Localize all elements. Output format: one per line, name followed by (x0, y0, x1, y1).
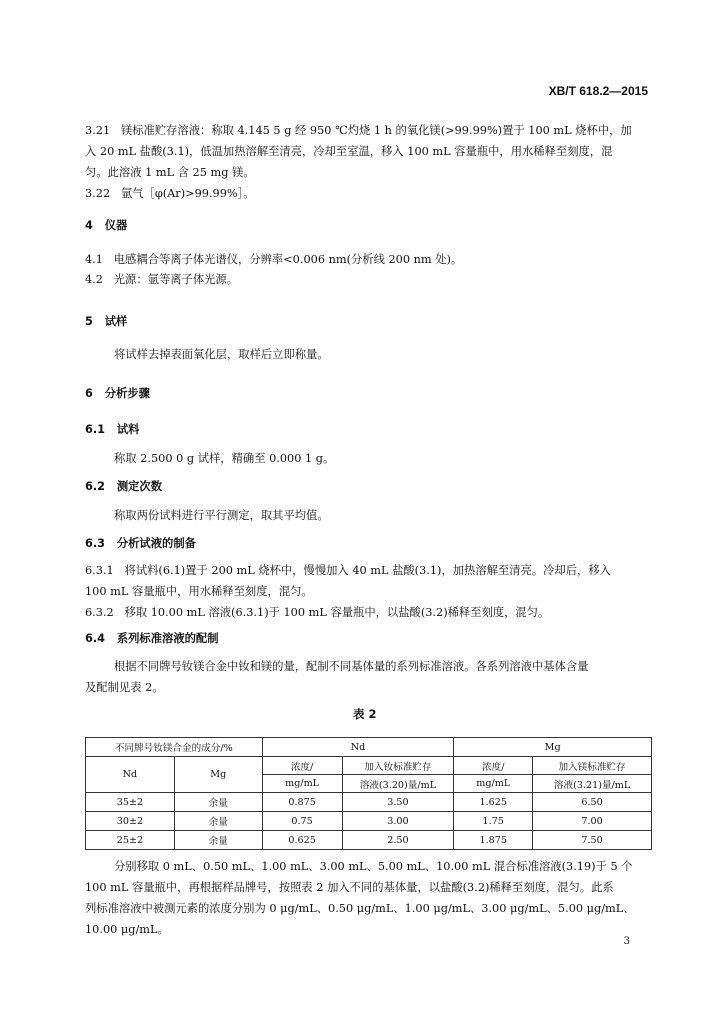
table-subheader-row (86, 757, 652, 775)
header-mg: Mg (454, 738, 652, 757)
cell-mg-conc: 1.625 (454, 793, 533, 812)
section-title: 仪器 (104, 219, 128, 232)
clause-3-21-line3: 匀。此溶液 1 mL 含 25 mg 镁。 (85, 166, 255, 179)
subheader-nd-volume-unit: 溶液(3.20)量/mL (342, 775, 454, 793)
section-number: 6.1 (85, 423, 106, 436)
section-title: 试样 (104, 315, 128, 328)
section-number: 6.3 (85, 537, 106, 550)
table-row (86, 812, 652, 831)
paragraph-after-table-line4: 10.00 μg/mL。 (85, 923, 169, 936)
cell-nd-conc: 0.625 (262, 831, 342, 850)
subheader-nd-volume: 加入钕标准贮存 (342, 757, 454, 775)
table-row (86, 793, 652, 812)
subheader-nd-conc: 浓度/ (262, 757, 342, 775)
header-composition: 不同牌号钕镁合金的成分/% (86, 738, 263, 757)
cell-mg: 余量 (174, 812, 262, 831)
section-4-heading (85, 217, 127, 233)
subsection-6-4-heading (85, 630, 219, 646)
cell-nd-volume: 3.50 (342, 793, 454, 812)
clause-6-3-1-line2: 100 mL 容量瓶中，用水稀释至刻度，混匀。 (85, 585, 313, 598)
cell-nd: 30±2 (86, 812, 175, 831)
table-caption: 表 2 (353, 707, 377, 721)
subheader-nd-conc-unit: mg/mL (262, 775, 342, 793)
subsection-6-1-text: 称取 2.500 0 g 试样，精确至 0.000 1 g。 (114, 452, 335, 465)
paragraph-after-table-line1: 分别移取 0 mL、0.50 mL、1.00 mL、3.00 mL、5.00 mL、10.00 mL 混合标准溶液(3.19)于 5 个 (114, 860, 633, 873)
clause-text: 将试料(6.1)置于 200 mL 烧杯中，慢慢加入 40 mL 盐酸(3.1)，加热溶解至清亮。冷却后，移入 (124, 564, 611, 577)
section-title: 分析步骤 (104, 387, 150, 400)
cell-mg-volume: 7.00 (533, 812, 652, 831)
section-number: 6 (85, 387, 93, 400)
cell-nd-volume: 2.50 (342, 831, 454, 850)
section-title: 测定次数 (116, 480, 163, 493)
paragraph-after-table-line2: 100 mL 容量瓶中，再根据样品牌号，按照表 2 加入不同的基体量，以盐酸(3.2)稀释至刻度，混匀。此系 (85, 881, 614, 894)
clause-text: 电感耦合等离子体光谱仪，分辨率<0.006 nm(分析线 200 nm 处)。 (113, 253, 463, 266)
subsection-6-3-heading (85, 535, 196, 551)
subheader-nd: Nd (86, 757, 175, 793)
table-2 (85, 737, 652, 850)
section-number: 6.4 (85, 632, 106, 645)
page-number: 3 (623, 936, 630, 947)
paragraph-after-table-line3: 列标准溶液中被测元素的浓度分别为 0 μg/mL、0.50 μg/mL、1.00 μg/mL、3.00 μg/mL、5.00 μg/mL、 (85, 902, 635, 915)
subheader-mg-conc: 浓度/ (454, 757, 533, 775)
subheader-mg: Mg (174, 757, 262, 793)
subheader-mg-volume-unit: 溶液(3.21)量/mL (533, 775, 652, 793)
standard-number: XB/T 618.2—2015 (548, 84, 648, 98)
clause-text: 镁标准贮存溶液：称取 4.145 5 g 经 950 ℃灼烧 1 h 的氧化镁(>99.99%)置于 100 mL 烧杯中，加 (120, 124, 632, 137)
section-title: 系列标准溶液的配制 (116, 632, 219, 645)
section-5-text: 将试样去掉表面氧化层，取样后立即称量。 (114, 348, 329, 361)
cell-mg-volume: 7.50 (533, 831, 652, 850)
clause-text: 移取 10.00 mL 溶液(6.3.1)于 100 mL 容量瓶中，以盐酸(3.2)稀释至刻度，混匀。 (124, 606, 550, 619)
header-nd: Nd (262, 738, 454, 757)
section-number: 6.2 (85, 480, 106, 493)
clause-number: 3.22 (85, 187, 111, 200)
clause-number: 6.3.2 (85, 606, 114, 619)
section-5-heading (85, 313, 127, 329)
section-title: 分析试液的制备 (116, 537, 196, 550)
clause-number: 4.2 (85, 273, 103, 286)
clause-number: 3.21 (85, 124, 111, 137)
clause-number: 4.1 (85, 253, 103, 266)
subsection-6-2-heading (85, 478, 162, 494)
cell-mg-conc: 1.75 (454, 812, 533, 831)
cell-nd: 35±2 (86, 793, 175, 812)
subsection-6-4-line2: 及配制见表 2。 (85, 681, 164, 694)
cell-nd-volume: 3.00 (342, 812, 454, 831)
cell-nd-conc: 0.75 (262, 812, 342, 831)
section-number: 5 (85, 315, 93, 328)
clause-3-22 (85, 183, 255, 204)
clause-6-3-1-line1 (85, 560, 611, 581)
clause-6-3-2 (85, 602, 549, 623)
clause-number: 6.3.1 (85, 564, 114, 577)
clause-4-2 (85, 269, 238, 290)
cell-mg: 余量 (174, 831, 262, 850)
subsection-6-4-line1: 根据不同牌号钕镁合金中钕和镁的量，配制不同基体量的系列标准溶液。各系列溶液中基体含量 (114, 660, 589, 673)
cell-mg-conc: 1.875 (454, 831, 533, 850)
clause-3-21-line1 (85, 120, 632, 141)
table-header-row (86, 738, 652, 757)
subsection-6-2-text: 称取两份试料进行平行测定，取其平均值。 (114, 509, 329, 522)
cell-nd: 25±2 (86, 831, 175, 850)
table-row (86, 831, 652, 850)
clause-text: 氩气［φ(Ar)>99.99%］。 (120, 187, 255, 200)
subheader-mg-conc-unit: mg/mL (454, 775, 533, 793)
clause-3-21-line2: 入 20 mL 盐酸(3.1)，低温加热溶解至清亮，冷却至室温，移入 100 mL 容量瓶中，用水稀释至刻度，混 (85, 145, 613, 158)
clause-text: 光源：氩等离子体光源。 (113, 273, 239, 286)
cell-nd-conc: 0.875 (262, 793, 342, 812)
section-title: 试料 (116, 423, 140, 436)
subheader-mg-volume: 加入镁标准贮存 (533, 757, 652, 775)
section-number: 4 (85, 219, 93, 232)
cell-mg: 余量 (174, 793, 262, 812)
cell-mg-volume: 6.50 (533, 793, 652, 812)
clause-4-1 (85, 249, 462, 270)
section-6-heading (85, 385, 150, 401)
subsection-6-1-heading (85, 421, 139, 437)
